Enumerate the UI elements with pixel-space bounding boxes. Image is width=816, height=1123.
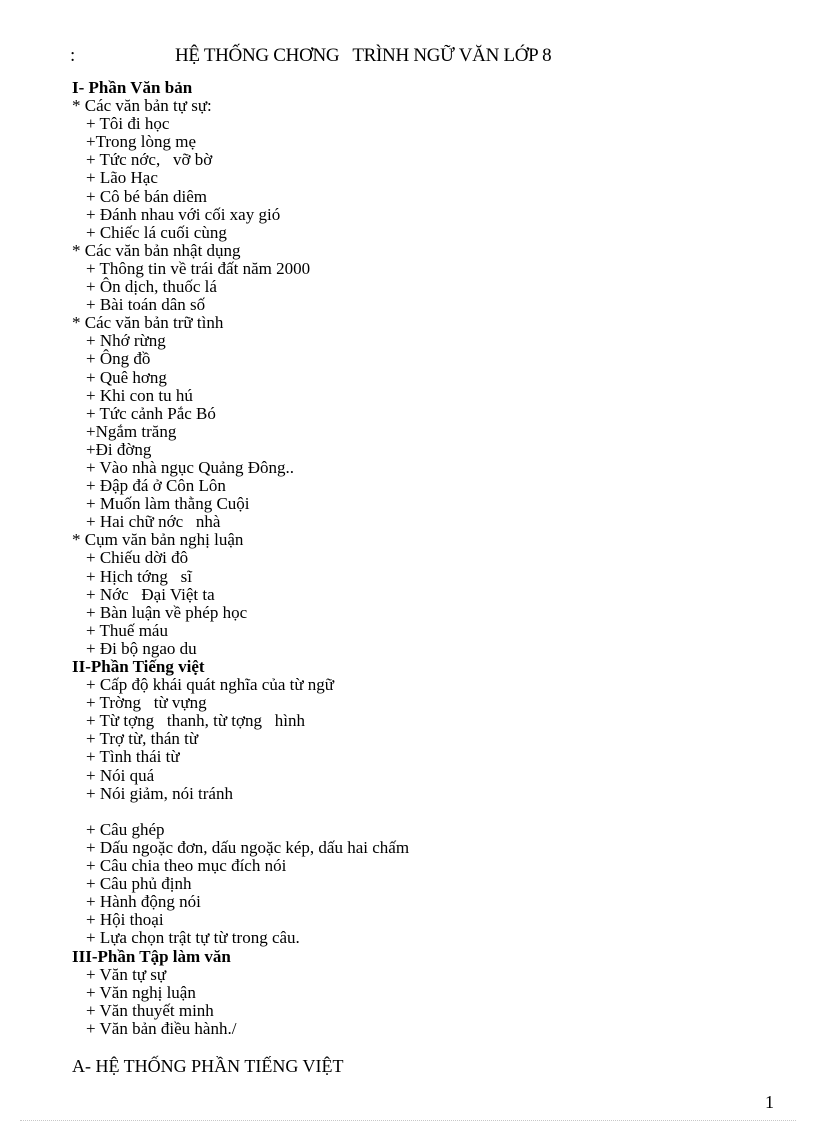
- next-section-heading: A- HỆ THỐNG PHẦN TIẾNG VIỆT: [72, 1056, 344, 1076]
- list-item: + Nói quá: [86, 765, 155, 785]
- document-title: HỆ THỐNG CHƠNG TRÌNH NGỮ VĂN LỚP 8: [175, 45, 552, 66]
- section-heading: I- Phần Văn bản: [72, 78, 193, 97]
- list-item: + Lựa chọn trật tự từ trong câu.: [86, 928, 300, 948]
- blank-line: [72, 803, 772, 821]
- document-header: [70, 45, 770, 71]
- list-item: + Thuế máu: [86, 620, 168, 640]
- list-item: + Nớc Đại Việt ta: [86, 584, 215, 604]
- list-item: + Đánh nhau với cối xay gió: [86, 204, 281, 224]
- page-divider: [20, 1120, 796, 1121]
- list-item: + Ông đồ: [86, 349, 151, 369]
- list-item: +Đi đờng: [86, 439, 152, 459]
- list-item: + Hội thoại: [86, 910, 164, 930]
- list-item: + Khi con tu hú: [86, 385, 193, 405]
- list-item: + Nói giảm, nói tránh: [86, 783, 233, 803]
- list-item: + Tình thái từ: [86, 747, 180, 767]
- list-item: + Tức nớc, vỡ bờ: [86, 150, 213, 170]
- outline-content: [72, 79, 772, 1038]
- list-item: + Câu phủ định: [86, 874, 192, 894]
- list-item: + Tức cảnh Pắc Bó: [86, 403, 216, 423]
- list-item: + Vào nhà ngục Quảng Đông..: [86, 457, 295, 477]
- header-colon: :: [70, 45, 76, 66]
- list-item: + Hịch tớng sĩ: [86, 566, 192, 586]
- list-item: + Hành động nói: [86, 892, 201, 912]
- list-item: + Trợ từ, thán từ: [86, 729, 199, 749]
- category-label: * Cụm văn bản nghị luận: [72, 530, 244, 550]
- list-item: + Văn tự sự: [86, 964, 167, 984]
- list-item: + Đi bộ ngao du: [86, 638, 197, 658]
- list-item: + Văn thuyết minh: [86, 1000, 214, 1020]
- list-item: + Cô bé bán diêm: [86, 186, 208, 206]
- section-heading: II-Phần Tiếng việt: [72, 657, 205, 676]
- list-item: + Câu ghép: [86, 819, 165, 839]
- list-item: +Ngắm trăng: [86, 421, 177, 441]
- list-item: + Ôn dịch, thuốc lá: [86, 277, 217, 297]
- category-label: * Các văn bản tự sự:: [72, 96, 212, 116]
- list-item: + Bàn luận về phép học: [86, 602, 248, 622]
- list-item: + Lão Hạc: [86, 168, 158, 188]
- list-item: + Văn nghị luận: [86, 982, 196, 1002]
- list-item: + Từ tợng thanh, từ tợng hình: [86, 711, 305, 731]
- list-item: + Thông tin về trái đất năm 2000: [86, 258, 311, 278]
- category-label: * Các văn bản nhật dụng: [72, 240, 241, 260]
- category-label: * Các văn bản trữ tình: [72, 313, 224, 333]
- list-item: + Cấp độ khái quát nghĩa của từ ngữ: [86, 675, 335, 695]
- list-item: + Văn bản điều hành./: [86, 1018, 237, 1038]
- list-item: + Muốn làm thằng Cuội: [86, 494, 250, 514]
- page-number: 1: [765, 1092, 774, 1112]
- list-item: + Chiếu dời đô: [86, 548, 189, 568]
- list-item: + Nhớ rừng: [86, 331, 166, 351]
- section-heading: III-Phần Tập làm văn: [72, 946, 231, 966]
- list-item: +Trong lòng mẹ: [86, 132, 197, 152]
- list-item: + Trờng từ vựng: [86, 693, 207, 713]
- list-item: + Hai chữ nớc nhà: [86, 512, 221, 532]
- list-item: + Dấu ngoặc đơn, dấu ngoặc kép, dấu hai chấm: [86, 837, 410, 857]
- list-item: + Chiếc lá cuối cùng: [86, 222, 227, 242]
- list-item: + Bài toán dân số: [86, 295, 206, 315]
- list-item: + Câu chia theo mục đích nói: [86, 856, 287, 876]
- list-item: + Quê hơng: [86, 367, 167, 387]
- list-item: + Đập đá ở Côn Lôn: [86, 476, 226, 496]
- list-item: + Tôi đi học: [86, 114, 170, 134]
